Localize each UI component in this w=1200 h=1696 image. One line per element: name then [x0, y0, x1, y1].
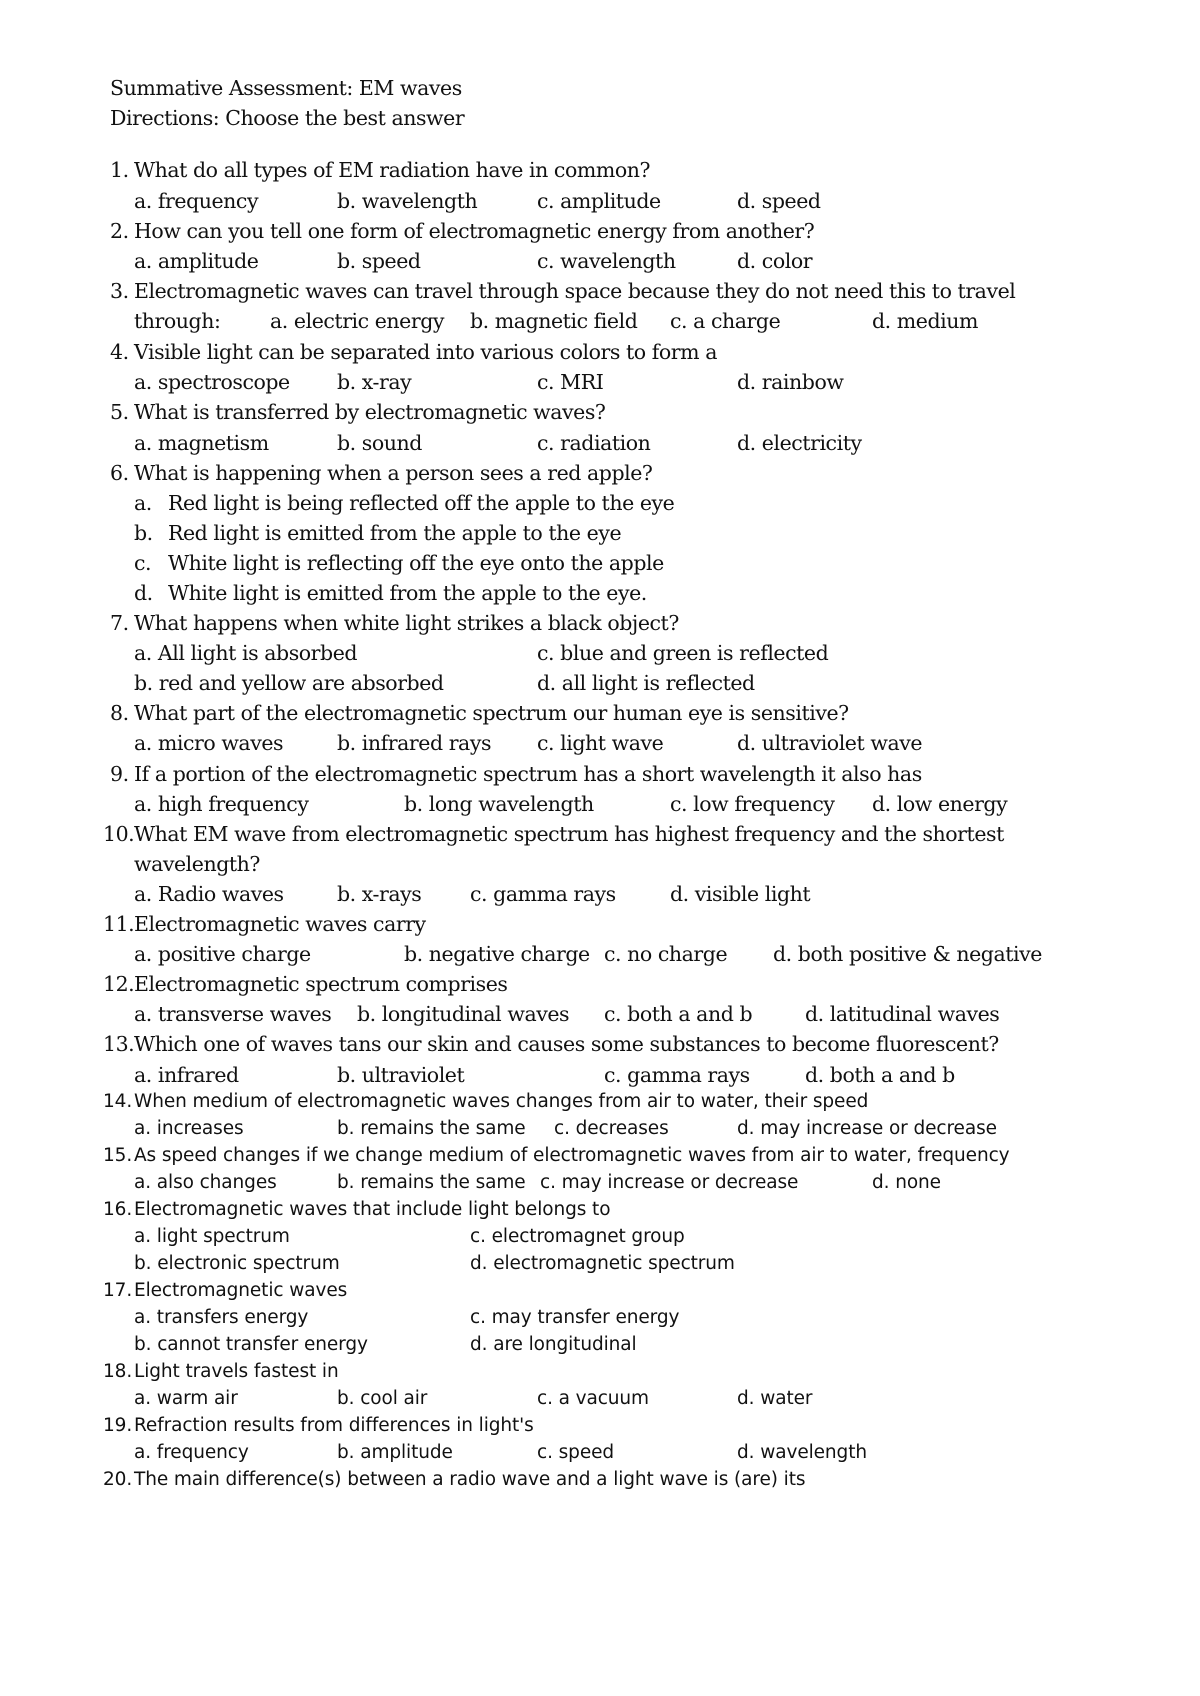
- answer-option: a. increases: [134, 1118, 244, 1139]
- answer-option: a. frequency: [134, 189, 259, 213]
- answer-option: a. positive charge: [134, 942, 311, 966]
- question-text: Electromagnetic waves that include light belongs to: [134, 1199, 611, 1220]
- answer-option: d. color: [737, 249, 813, 273]
- answer-option: c. blue and green is reflected: [537, 641, 829, 665]
- answer-option: d. wavelength: [737, 1442, 867, 1463]
- question-text: As speed changes if we change medium of electromagnetic waves from air to water, frequency: [134, 1145, 1010, 1166]
- question-number: 12.: [103, 972, 135, 996]
- answer-option: d. both positive & negative: [773, 942, 1042, 966]
- answer-option: d. visible light: [670, 882, 811, 906]
- answer-option: b. red and yellow are absorbed: [134, 671, 444, 695]
- question-number: 9.: [110, 762, 129, 786]
- answer-option: b. long wavelength: [404, 792, 594, 816]
- answer-option: d. rainbow: [737, 370, 844, 394]
- question-number: 10.: [103, 822, 135, 846]
- question-text: If a portion of the electromagnetic spectrum has a short wavelength it also has: [134, 762, 922, 786]
- answer-option: a. electric energy: [270, 309, 445, 333]
- answer-option: d. are longitudinal: [470, 1334, 637, 1355]
- answer-option: c. a charge: [670, 309, 781, 333]
- option-text: Red light is emitted from the apple to the eye: [168, 521, 622, 545]
- question-number: 18.: [103, 1361, 133, 1382]
- answer-option: b. electronic spectrum: [134, 1253, 340, 1274]
- answer-option: a. warm air: [134, 1388, 238, 1409]
- answer-option: c. no charge: [604, 942, 728, 966]
- answer-option: c. gamma rays: [470, 882, 616, 906]
- question-text: The main difference(s) between a radio wave and a light wave is (are) its: [134, 1469, 806, 1490]
- option-letter: c.: [134, 551, 152, 575]
- question-text: Electromagnetic waves can travel through space because they do not need this to travel: [134, 279, 1016, 303]
- answer-option: c. radiation: [537, 431, 651, 455]
- answer-option: c. MRI: [537, 370, 604, 394]
- question-number: 4.: [110, 340, 129, 364]
- question-number: 16.: [103, 1199, 133, 1220]
- answer-option: a. infrared: [134, 1063, 239, 1087]
- question-text: What do all types of EM radiation have in common?: [134, 158, 651, 182]
- answer-option: d. ultraviolet wave: [737, 731, 923, 755]
- answer-option: d. may increase or decrease: [737, 1118, 997, 1139]
- answer-option: wavelength?: [134, 852, 260, 876]
- question-number: 7.: [110, 611, 129, 635]
- answer-option: b. wavelength: [337, 189, 478, 213]
- question-number: 2.: [110, 219, 129, 243]
- answer-option: a. light spectrum: [134, 1226, 290, 1247]
- question-text: Which one of waves tans our skin and causes some substances to become fluorescent?: [134, 1032, 999, 1056]
- answer-option: a. micro waves: [134, 731, 284, 755]
- option-letter: a.: [134, 491, 152, 515]
- question-text: What happens when white light strikes a black object?: [134, 611, 679, 635]
- answer-option: c. amplitude: [537, 189, 661, 213]
- answer-option: a. also changes: [134, 1172, 277, 1193]
- answer-option: a. transverse waves: [134, 1002, 332, 1026]
- answer-option: d. speed: [737, 189, 821, 213]
- answer-option: c. speed: [537, 1442, 615, 1463]
- option-letter: b.: [134, 521, 153, 545]
- answer-option: a. amplitude: [134, 249, 259, 273]
- answer-option: c. light wave: [537, 731, 664, 755]
- answer-option: b. x-rays: [337, 882, 422, 906]
- answer-option: b. infrared rays: [337, 731, 492, 755]
- answer-option: b. x-ray: [337, 370, 412, 394]
- answer-option: d. medium: [872, 309, 978, 333]
- answer-option: c. decreases: [554, 1118, 669, 1139]
- question-text: Light travels fastest in: [134, 1361, 339, 1382]
- answer-option: a. Radio waves: [134, 882, 284, 906]
- answer-option: b. remains the same: [337, 1118, 526, 1139]
- answer-option: c. wavelength: [537, 249, 676, 273]
- question-text: How can you tell one form of electromagnetic energy from another?: [134, 219, 815, 243]
- question-number: 20.: [103, 1469, 133, 1490]
- question-text: What is transferred by electromagnetic waves?: [134, 400, 606, 424]
- answer-option: b. magnetic field: [470, 309, 638, 333]
- answer-option: a. spectroscope: [134, 370, 290, 394]
- answer-option: b. speed: [337, 249, 421, 273]
- answer-option: c. both a and b: [604, 1002, 753, 1026]
- question-text: What part of the electromagnetic spectrum our human eye is sensitive?: [134, 701, 849, 725]
- answer-option: c. electromagnet group: [470, 1226, 685, 1247]
- answer-option: a. frequency: [134, 1442, 249, 1463]
- question-text: Electromagnetic waves: [134, 1280, 348, 1301]
- answer-option: a. All light is absorbed: [134, 641, 358, 665]
- answer-option: b. cool air: [337, 1388, 428, 1409]
- question-number: 15.: [103, 1145, 133, 1166]
- question-number: 14.: [103, 1091, 133, 1112]
- answer-option: b. remains the same: [337, 1172, 526, 1193]
- question-number: 5.: [110, 400, 129, 424]
- answer-option: d. electromagnetic spectrum: [470, 1253, 735, 1274]
- answer-option: b. longitudinal waves: [357, 1002, 570, 1026]
- answer-option: d. electricity: [737, 431, 862, 455]
- option-text: White light is reflecting off the eye onto the apple: [168, 551, 664, 575]
- answer-option: a. high frequency: [134, 792, 309, 816]
- answer-option: through:: [134, 309, 221, 333]
- document-title: Summative Assessment: EM waves: [110, 76, 462, 100]
- option-letter: d.: [134, 581, 153, 605]
- answer-option: b. sound: [337, 431, 422, 455]
- answer-option: c. gamma rays: [604, 1063, 750, 1087]
- answer-option: c. low frequency: [670, 792, 835, 816]
- answer-option: d. none: [872, 1172, 941, 1193]
- answer-option: d. low energy: [872, 792, 1008, 816]
- answer-option: d. all light is reflected: [537, 671, 755, 695]
- answer-option: d. both a and b: [805, 1063, 955, 1087]
- directions-text: Directions: Choose the best answer: [110, 106, 465, 130]
- question-text: Visible light can be separated into various colors to form a: [134, 340, 717, 364]
- option-text: White light is emitted from the apple to the eye.: [168, 581, 647, 605]
- answer-option: c. may transfer energy: [470, 1307, 680, 1328]
- question-number: 19.: [103, 1415, 133, 1436]
- question-text: Electromagnetic spectrum comprises: [134, 972, 508, 996]
- question-text: Refraction results from differences in light's: [134, 1415, 534, 1436]
- question-text: What is happening when a person sees a red apple?: [134, 461, 653, 485]
- question-number: 8.: [110, 701, 129, 725]
- answer-option: c. may increase or decrease: [540, 1172, 799, 1193]
- answer-option: a. magnetism: [134, 431, 269, 455]
- answer-option: d. water: [737, 1388, 813, 1409]
- question-number: 1.: [110, 158, 129, 182]
- option-text: Red light is being reflected off the apple to the eye: [168, 491, 675, 515]
- answer-option: b. cannot transfer energy: [134, 1334, 368, 1355]
- answer-option: a. transfers energy: [134, 1307, 309, 1328]
- question-text: Electromagnetic waves carry: [134, 912, 426, 936]
- answer-option: d. latitudinal waves: [805, 1002, 1000, 1026]
- question-number: 11.: [103, 912, 135, 936]
- question-number: 3.: [110, 279, 129, 303]
- answer-option: b. ultraviolet: [337, 1063, 465, 1087]
- question-text: What EM wave from electromagnetic spectrum has highest frequency and the shortest: [134, 822, 1004, 846]
- question-number: 6.: [110, 461, 129, 485]
- answer-option: b. amplitude: [337, 1442, 453, 1463]
- question-number: 13.: [103, 1032, 135, 1056]
- answer-option: b. negative charge: [404, 942, 590, 966]
- question-number: 17.: [103, 1280, 133, 1301]
- question-text: When medium of electromagnetic waves changes from air to water, their speed: [134, 1091, 869, 1112]
- answer-option: c. a vacuum: [537, 1388, 649, 1409]
